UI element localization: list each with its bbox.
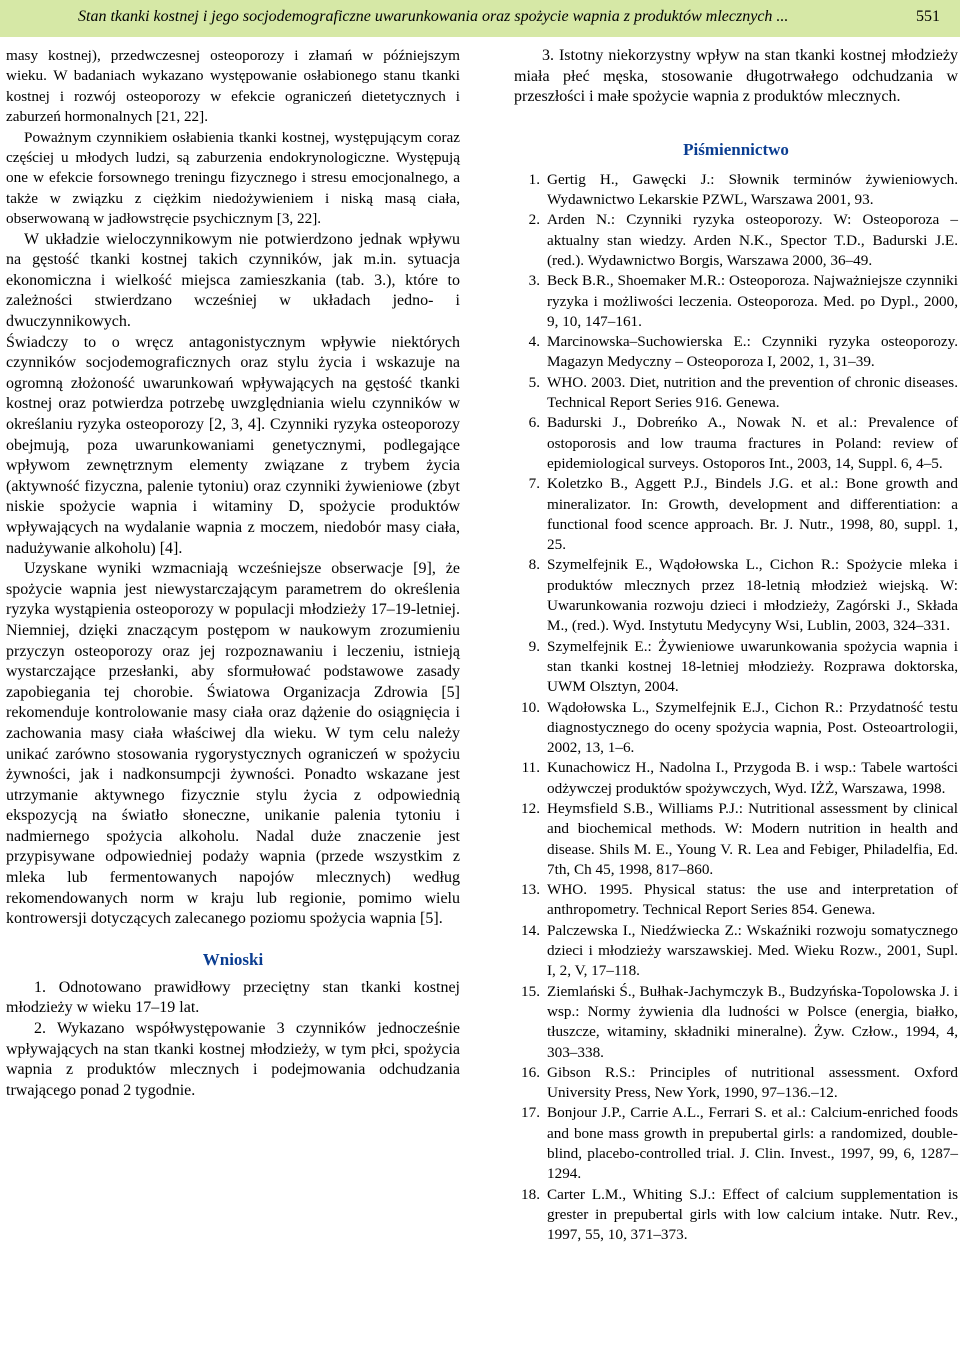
reference-number: 6. [528,414,540,432]
reference-item [514,474,958,555]
reference-number: 4. [528,333,540,351]
reference-item [514,880,958,921]
reference-text: Heymsfield S.B., Williams P.J.: Nutritional assessment by clinical and biochemical methods. W: Modern nutrition in health and disease. Shils M. E., Young V. R. Lea and Febiger, Philadelfia, Ed. 7th, Ch 45, 1998, 817–860. [547,799,958,878]
reference-number: 11. [521,759,540,777]
reference-item [514,555,958,636]
reference-item [514,1185,958,1246]
paragraph: masy kostnej), przedwczesnej osteoporozy i złamań w późniejszym wieku. W badaniach wykazano występowanie osłabionego stanu tkanki kostnej i rozwój osteoporozy w efekcie ograniczeń dietetycznych i zaburzeń hormonalnych [21, 22]. [6,47,460,126]
conclusion-item: 1. Odnotowano prawidłowy przeciętny stan tkanki kostnej młodzieży w wieku 17–19 lat. [6,978,460,1017]
page-number: 551 [916,8,940,25]
reference-number: 15. [521,982,540,1000]
conclusions-heading: Wnioski [202,949,264,969]
reference-item [514,373,958,414]
reference-text: Koletzko B., Aggett P.J., Bindels J.G. et al.: Bone growth and mineralizator. In: Growth, development and differentiation: a functional food scence approach. Br. J. Nutr., 1998, 80, suppl. 1, 25. [547,475,958,554]
reference-number: 14. [521,921,540,939]
reference-number: 2. [528,211,540,229]
reference-number: 9. [528,637,540,655]
reference-number: 3. [528,272,540,290]
paragraph: Świadczy to o wręcz antagonistycznym wpływie niektórych czynników socjodemograficznych oraz stylu życia i wskazuje na ogromną złożoność uwarunkowań wpływających na gęstość tkanki kostnej oraz potwierdza potrzebę uwzględniania wielu czynników w określaniu ryzyka osteoporozy [2, 3, 4]. Czynniki ryzyka osteoporozy obejmują, poza uwarunkowaniami genetycznymi, podlegające wpływom zewnętrznym elementy związane z trybem życia (aktywność fizyczna, palenie tytoniu) oraz czynniki żywieniowe (zbyt niskie spożycie wapnia i witaminy D, spożycie produktów wpływających na wydalanie wapnia z moczem, niedobór masy ciała, nadużywanie alkoholu) [4]. [6,333,460,557]
reference-item [514,170,958,211]
reference-text: WHO. 2003. Diet, nutrition and the prevention of chronic diseases. Technical Report Series 916. Genewa. [547,373,958,412]
reference-item [514,413,958,474]
left-column [6,46,460,1101]
reference-number: 8. [528,556,540,574]
right-column [514,46,958,1246]
reference-text: Carter L.M., Whiting S.J.: Effect of calcium supplementation is grester in prepubertal girls with low calcium intake. Nutr. Rev., 1997, 55, 10, 371–373. [547,1185,958,1244]
paragraph: Poważnym czynnikiem osłabienia tkanki kostnej, występującym coraz częściej u młodych ludzi, są zaburzenia endokrynologiczne. Występują one w efekcie forsownego treningu fizycznego i stresu emocjonalnego, a także w związku z ciężkim niedożywieniem i niską masą ciała, obserwowaną w jadłowstręcie psychicznym [3, 22]. [6,128,460,228]
reference-text: Arden N.: Czynniki ryzyka osteoporozy. W: Osteoporoza – aktualny stan wiedzy. Arden N.K., Spector T.D., Badurski J.E. (red.). Wydawnictwo Borgis, Warszawa 2000, 36–49. [547,211,958,269]
reference-text: Gertig H., Gawęcki J.: Słownik terminów żywieniowych. Wydawnictwo Lekarskie PZWL, Warszawa 2001, 93. [547,170,958,209]
reference-text: Ziemlański Ś., Bułhak-Jachymczyk B., Budzyńska-Topolowska J. i wsp.: Normy żywienia dla ludności w Polsce (energia, białko, tłuszcze, witaminy, składniki mineralne). Żyw. Człow., 1994, 4, 303–338. [547,982,958,1061]
reference-item [514,1103,958,1184]
conclusion-item: 2. Wykazano współwystępowanie 3 czynników jednocześnie wpływających na stan tkanki kostnej młodzieży, w tym płci, spożycia wapnia z produktów mlecznych i podejmowania odchudzania trwającego ponad 2 tygodnie. [6,1020,460,1099]
reference-item [514,637,958,698]
paragraph: W układzie wieloczynnikowym nie potwierdzono jednak wpływu na gęstość tkanki kostnej takich czynników, jak m.in. sytuacja ekonomiczna i wielkość miejsca zamieszkania (tab. 3.), które to zależności stwierdzano wcześniej w układach jedno- i dwuczynnikowych. [6,230,460,331]
reference-text: Szymelfejnik E., Wądołowska L., Cichon R.: Spożycie mleka i produktów mlecznych przez 18-letnią młodzież wiejską. W: Uwarunkowania rozwoju dzieci i młodzieży, Zagórski J., Składa M., (red.). Wyd. Instytutu Medycyny Wsi, Lublin, 2003, 324–331. [547,556,958,635]
references-list [514,170,958,1246]
running-title: Stan tkanki kostnej i jego socjodemograficzne uwarunkowania oraz spożycie wapnia z produktów mlecznych ... [78,8,789,25]
reference-number: 13. [521,881,540,899]
reference-text: Wądołowska L., Szymelfejnik E.J., Cichon R.: Przydatność testu diagnostycznego do oceny spożycia wapnia, Post. Osteoartrologii, 2002, 13, 1–6. [547,698,958,757]
reference-text: Badurski J., Dobreńko A., Nowak N. et al.: Prevalence of ostoporosis and low trauma fractures in Poland: review of epidemiological surveys. Ostoporos Int., 2003, 14, Suppl. 6, 4–5. [547,414,958,472]
reference-text: Bonjour J.P., Carrie A.L., Ferrari S. et al.: Calcium-enriched foods and bone mass growth in prepubertal girls: a randomized, double-blind, placebo-controlled trial. J. Clin. Invest., 1997, 99, 6, 1287–1294. [547,1104,958,1183]
reference-number: 5. [528,373,540,391]
reference-text: Gibson R.S.: Principles of nutritional assessment. Oxford University Press, New York, 1990, 97–136.–12. [547,1063,958,1102]
reference-number: 12. [521,799,540,817]
reference-text: Marcinowska–Suchowierska E.: Czynniki ryzyka osteoporozy. Magazyn Medyczny – Osteoporoza I, 2002, 1, 31–39. [547,333,958,371]
reference-item [514,698,958,759]
reference-item [514,982,958,1063]
reference-item [514,799,958,880]
reference-text: Kunachowicz H., Nadolna I., Przygoda B. i wsp.: Tabele wartości odżywczej produktów spożywczych, Wyd. IŻŻ, Warszawa, 1998. [547,759,958,797]
reference-number: 16. [521,1063,540,1081]
reference-number: 17. [521,1104,540,1122]
reference-item [514,210,958,271]
references-heading: Piśmiennictwo [683,139,789,159]
reference-number: 18. [521,1185,540,1203]
reference-number: 7. [528,475,540,493]
reference-text: Beck B.R., Shoemaker M.R.: Osteoporoza. Najważniejsze czynniki ryzyka i możliwości leczenia. Osteoporoza. Med. po Dypl., 2000, 9, 10, 147–161. [547,272,958,330]
running-header [0,0,960,37]
reference-item [514,332,958,373]
conclusion-item: 3. Istotny niekorzystny wpływ na stan tkanki kostnej młodzieży miała płeć męska, stosowanie długotrwałego odchudzania w przeszłości i małe spożycie wapnia z produktów mlecznych. [514,47,958,106]
reference-item [514,1063,958,1104]
reference-number: 10. [521,698,540,716]
reference-item [514,271,958,332]
reference-item [514,758,958,799]
reference-text: WHO. 1995. Physical status: the use and interpretation of anthropometry. Technical Report Series 854. Genewa. [547,881,958,919]
reference-text: Palczewska I., Niedźwiecka Z.: Wskaźniki rozwoju somatycznego dzieci i młodzieży warszawskiej. Med. Wieku Rozw., 2001, Supl. I, 2, V, 17–118. [547,921,958,980]
reference-item [514,921,958,982]
reference-number: 1. [528,170,540,188]
reference-text: Szymelfejnik E.: Żywieniowe uwarunkowania spożycia wapnia i stan tkanki kostnej 18-letniej młodzieży. Rozprawa doktorska, UWM Olsztyn, 2004. [547,637,958,696]
paragraph: Uzyskane wyniki wzmacniają wcześniejsze obserwacje [9], że spożycie wapnia jest niewystarczającym parametrem do określenia ryzyka wystąpienia osteoporozy w populacji młodzieży 17–19-letniej. Niemniej, dzięki znaczącym postępom w naukowym zrozumieniu przyczyn osteoporozy oraz jej rozpoznawaniu i leczeniu, istnieją wystarczające przesłanki, aby sformułować podstawowe zasady zapobiegania tej chorobie. Światowa Organizacja Zdrowia [5] rekomenduje kontrolowanie masy ciała oraz dążenie do osiągnięcia i zachowania masy ciała właściwej dla wieku. W tym celu należy unikać zarówno stosowania rygorystycznych ograniczeń w spożyciu żywności, jak i nadkonsumpcji żywności. Ponadto wskazane jest utrzymanie aktywnego fizycznie stylu życia z odpowiednią ekspozycją na światło słoneczne, unikanie palenia tytoniu i nadmiernego spożycia alkoholu. Nadal duże znaczenie jest przypisywane odpowiedniej podaży wapnia (przede wszystkim z mleka lub fermentowanych napojów mlecznych) według rekomendowanych norm w kraju lub regionie, pomimo wielu kontrowersji dotyczących zalecanego poziomu spożycia wapnia [5]. [6,560,460,928]
